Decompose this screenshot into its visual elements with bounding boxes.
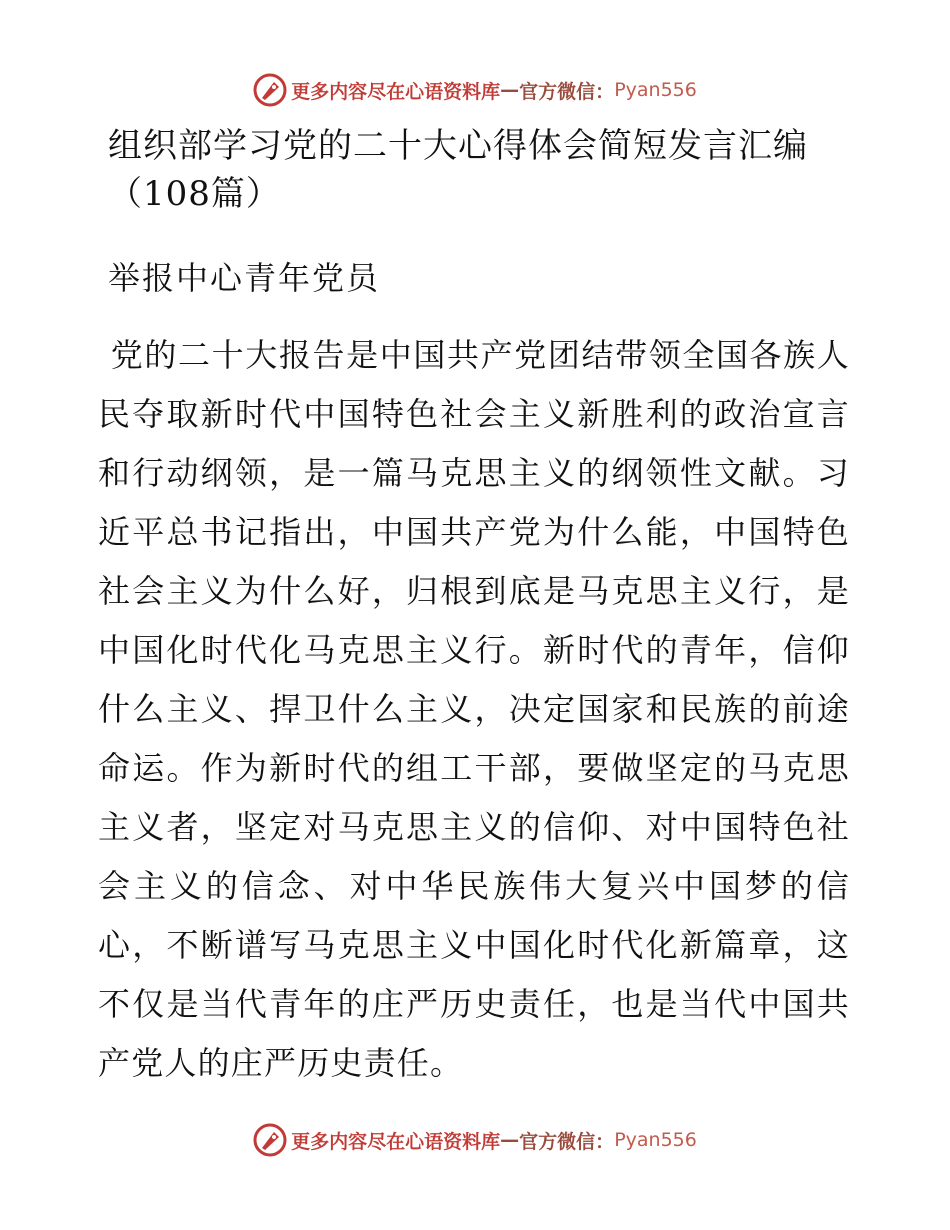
document-subtitle: 举报中心青年党员 [108,259,381,297]
watermark-wechat-id: Pyan556 [614,79,697,101]
watermark-brand: 更多内容尽在心语资料库 [291,80,501,103]
watermark-official-label: 官方微信： [519,1130,615,1153]
body-paragraph: 党的二十大报告是中国共产党团结带领全国各族人民夺取新时代中国特色社会主义新胜利的政治宣言和行动纲领，是一篇马克思主义的纲领性文献。习近平总书记指出，中国共产党为什么能，中国特色社会主义为什么好，归根到底是马克思主义行，是中国化时代化马克思主义行。新时代的青年，信仰什么主义、捍卫什么主义，决定国家和民族的前途命运。作为新时代的组工干部，要做坚定的马克思主义者，坚定对马克思主义的信仰、对中国特色社会主义的信念、对中华民族伟大复兴中国梦的信心，不断谱写马克思主义中国化时代化新篇章，这不仅是当代青年的庄严历史责任，也是当代中国共产党人的庄严历史责任。 [98,336,850,1082]
watermark-brand: 更多内容尽在心语资料库 [291,1130,501,1153]
watermark-wechat-id: Pyan556 [614,1129,697,1151]
watermark-separator: — [500,79,520,101]
footer-watermark [0,1120,950,1160]
pen-nib-icon [253,1123,287,1157]
watermark-official-label: 官方微信： [519,80,615,103]
watermark-separator: — [500,1129,520,1151]
header-watermark [0,70,950,110]
pen-nib-icon [253,73,287,107]
document-title: 组织部学习党的二十大心得体会简短发言汇编（108篇） [108,126,808,214]
